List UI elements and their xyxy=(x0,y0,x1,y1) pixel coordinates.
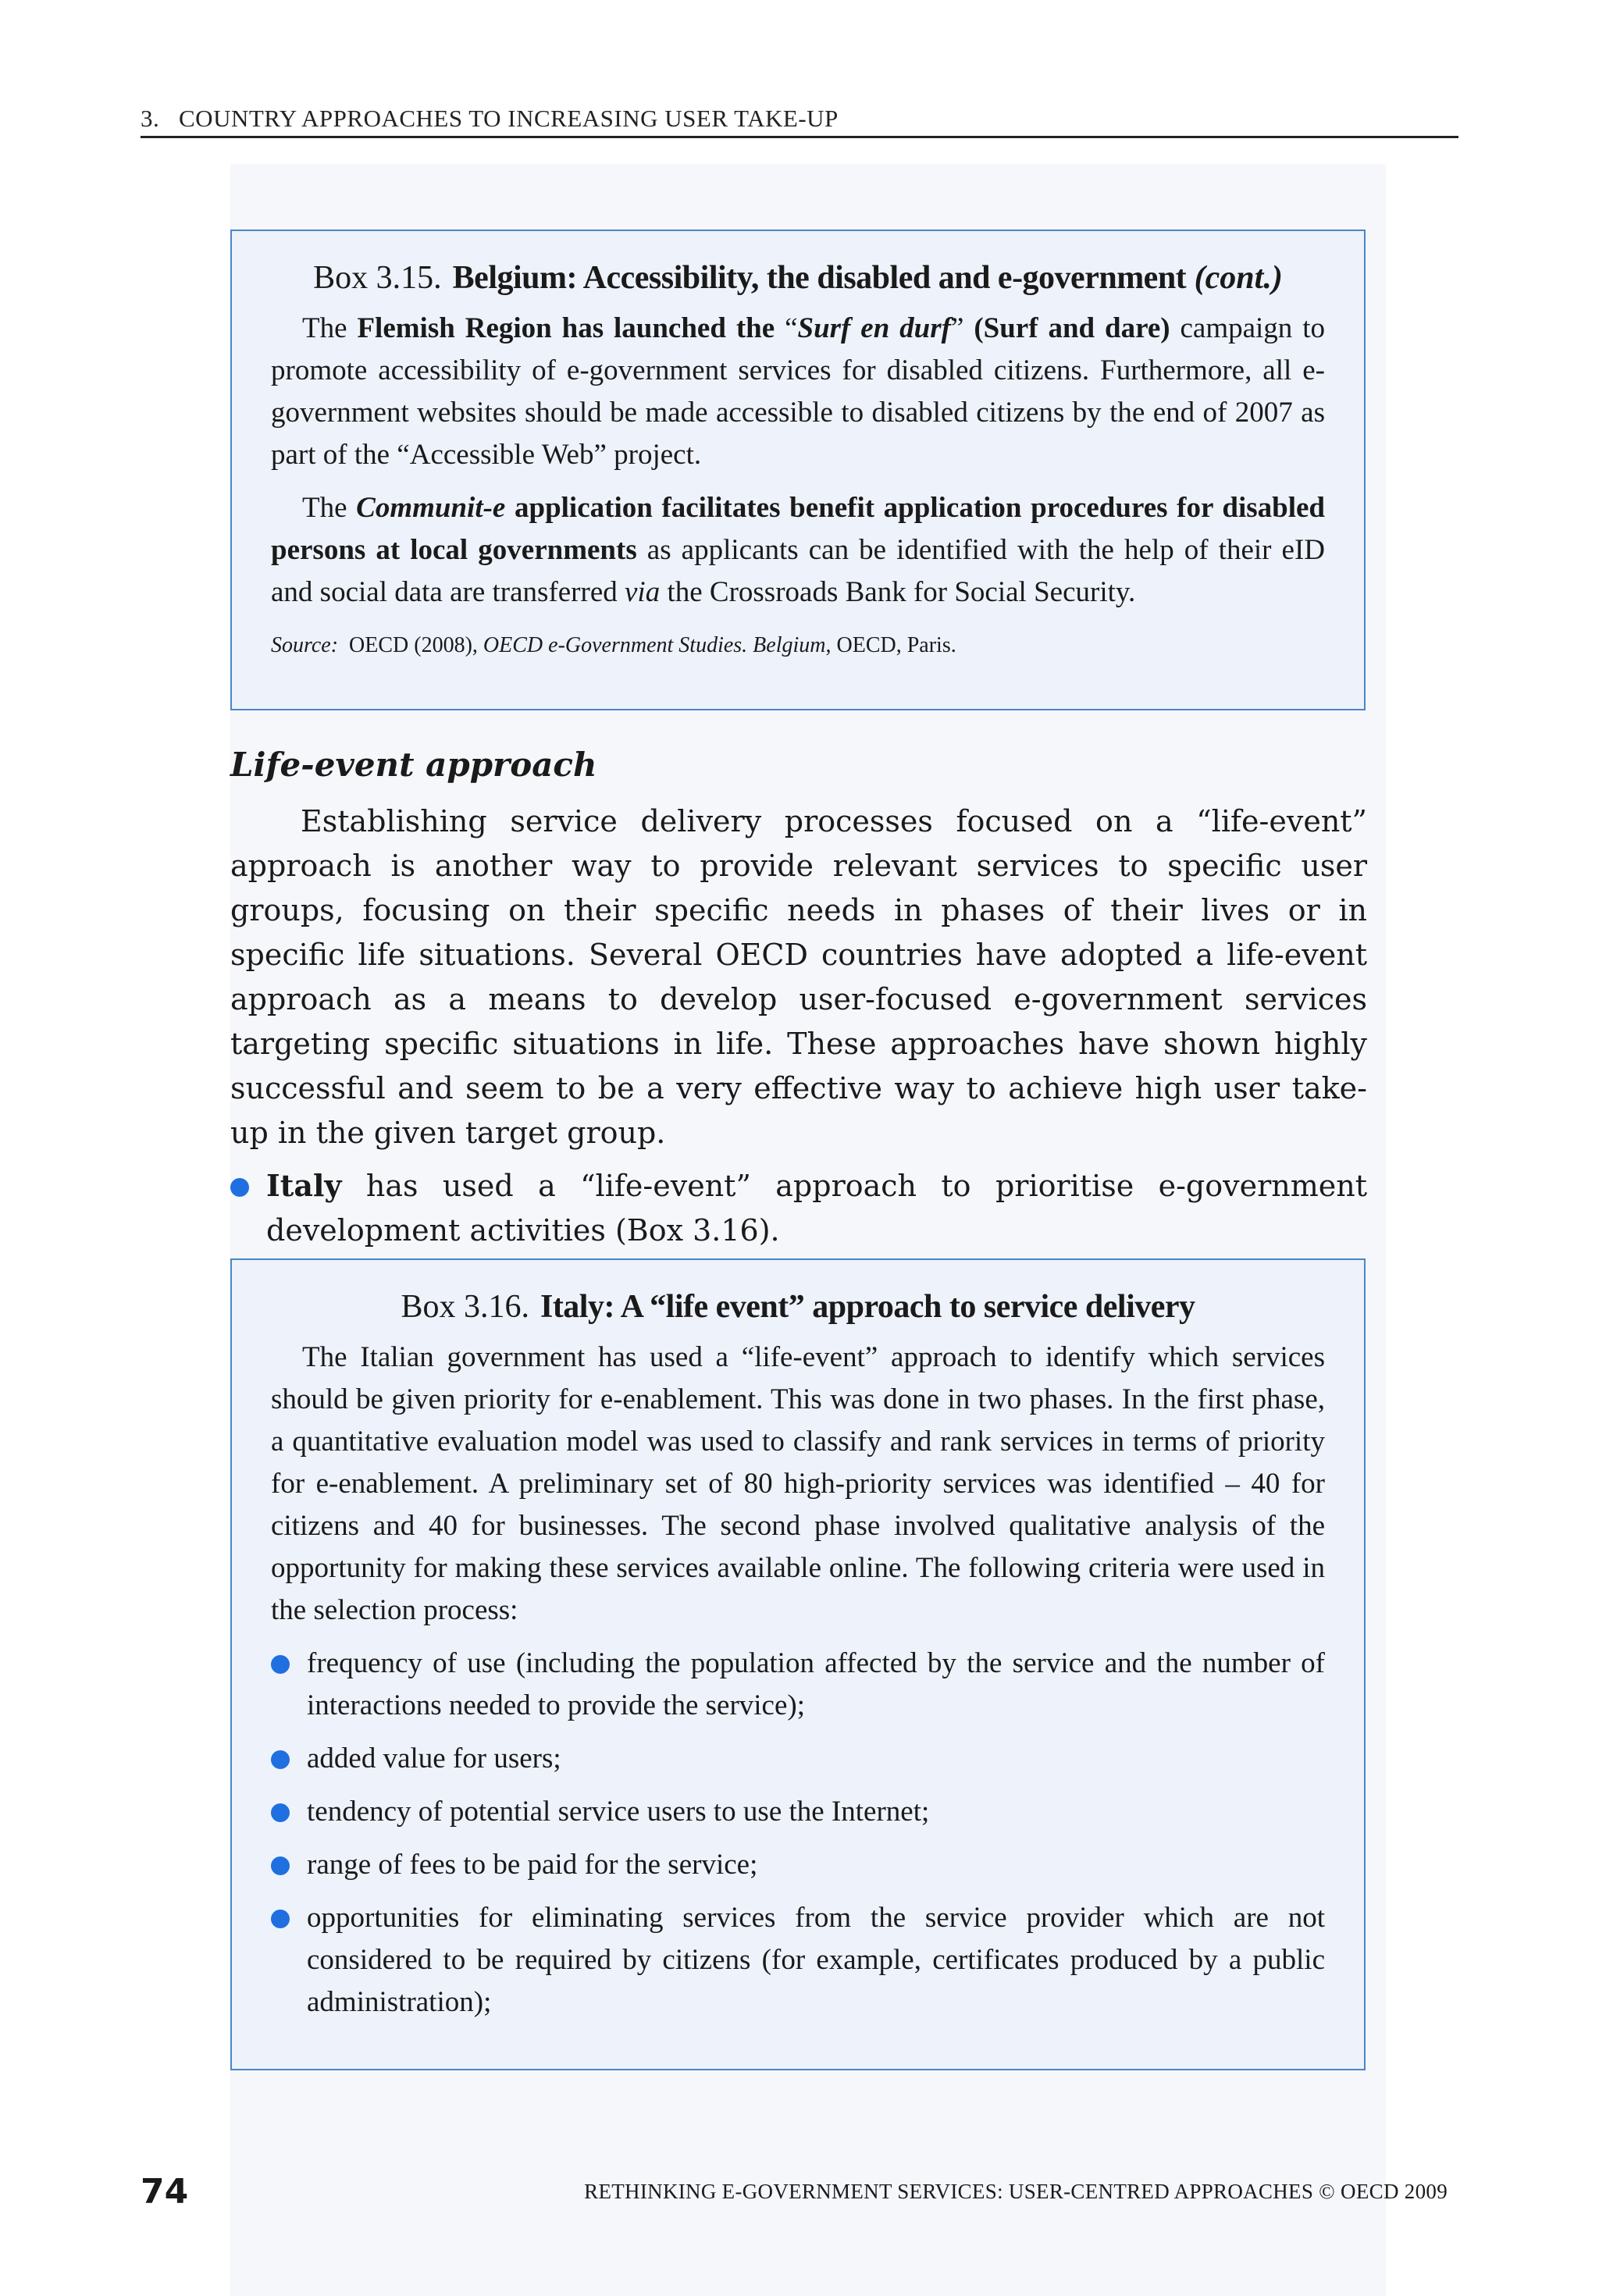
section-bullet-list xyxy=(230,1163,1367,1253)
list-item-text: range of fees to be paid for the service; xyxy=(307,1849,758,1881)
list-item-text: tendency of potential service users to use the Internet; xyxy=(307,1796,930,1828)
criteria-list xyxy=(271,1643,1325,2024)
box-3-15-title xyxy=(271,259,1325,297)
running-header-text: 3. COUNTRY APPROACHES TO INCREASING USER TAKE-UP xyxy=(141,105,839,132)
running-header xyxy=(141,105,1458,138)
box-title-text: Belgium: Accessibility, the disabled and e-government xyxy=(452,260,1187,296)
box-3-16 xyxy=(230,1258,1366,2070)
text-run-bold: Italy xyxy=(266,1168,342,1203)
box-3-15-paragraph-1 xyxy=(271,308,1325,476)
list-item-text: opportunities for eliminating services from the service provider which are not considered to be required by citizens (for example, certificates produced by a public administration); xyxy=(307,1902,1325,2018)
section-paragraph: Establishing service delivery processes focused on a “life-event” approach is another way to provide relevant services to specific user groups, focusing on their specific needs in phases of their lives or in specific life situations. Several OECD countries have adopted a life-event approach as a means to develop user-focused e-government services targeting specific situations in life. These approaches have shown highly successful and seem to be a very effective way to achieve high user take-up in the given target group. xyxy=(230,804,1367,1150)
box-3-16-paragraph: The Italian government has used a “life-event” approach to identify which services should be given priority for e-enablement. This was done in two phases. In the first phase, a quantitative evaluation model was used to classify and rank services in terms of priority for e-enablement. A preliminary set of 80 high-priority services was identified – 40 for citizens and 40 for businesses. The second phase involved qualitative analysis of the opportunity for making these services available online. The following criteria were used in the selection process: xyxy=(271,1341,1325,1626)
bullet-icon xyxy=(271,1655,290,1674)
list-item xyxy=(271,1897,1325,2024)
list-item xyxy=(271,1643,1325,1727)
text-run: has used a “life-event” approach to prioritise e-government development activities (Box 3.16). xyxy=(266,1169,1367,1248)
text-run-bold: Flemish Region has launched the xyxy=(357,312,785,344)
text-run: as applicants can be identified with the help of their eID and social data are transferred xyxy=(271,534,1325,608)
box-title-text: Italy: A “life event” approach to service delivery xyxy=(540,1289,1195,1325)
text-run: campaign to promote accessibility of e-government services for disabled citizens. Furthermore, all e-government websites should be made accessible to disabled citizens by the end of 2007 as part of the “Accessible Web” project. xyxy=(271,312,1325,471)
text-run: The xyxy=(302,312,358,344)
list-item xyxy=(230,1163,1367,1253)
source-label: Source: xyxy=(271,633,339,657)
page-number: 74 xyxy=(141,2172,189,2212)
box-3-15-source xyxy=(271,625,1325,667)
box-3-16-title xyxy=(271,1288,1325,1326)
list-item xyxy=(271,1844,1325,1886)
list-item xyxy=(271,1738,1325,1780)
box-cont-label: (cont.) xyxy=(1194,260,1283,296)
text-run: The xyxy=(302,492,357,524)
box-number: Box 3.16. xyxy=(401,1289,529,1325)
source-title: OECD e-Government Studies. Belgium xyxy=(483,633,826,657)
footer-publication: RETHINKING E-GOVERNMENT SERVICES: USER-CENTRED APPROACHES © OECD 2009 xyxy=(584,2180,1448,2203)
box-number: Box 3.15. xyxy=(313,260,442,296)
box-3-15-paragraph-2 xyxy=(271,487,1325,614)
section-body xyxy=(230,799,1367,1253)
list-item xyxy=(271,1791,1325,1833)
text-run-bold-italic: Communit-e xyxy=(356,492,506,524)
text-run-bold: (Surf and dare) xyxy=(963,312,1170,344)
bullet-icon xyxy=(271,1750,290,1769)
text-run-bold: application facilitates benefit application procedures for disabled persons at local governments xyxy=(271,492,1325,566)
bullet-icon xyxy=(271,1856,290,1875)
bullet-icon xyxy=(271,1910,290,1928)
text-run: , OECD, Paris. xyxy=(825,633,956,657)
list-item-text: frequency of use (including the population affected by the service and the number of interactions needed to provide the service); xyxy=(307,1647,1325,1721)
text-run: ” xyxy=(950,312,964,344)
bullet-icon xyxy=(271,1803,290,1822)
box-3-15 xyxy=(230,230,1366,710)
list-item-text: added value for users; xyxy=(307,1742,561,1775)
text-run-italic: via xyxy=(625,576,661,608)
text-run: OECD (2008), xyxy=(338,633,483,657)
text-run: “ xyxy=(785,312,798,344)
text-run-bold-italic: Surf en durf xyxy=(797,312,951,344)
section-heading: Life-event approach xyxy=(230,746,597,784)
text-run: the Crossroads Bank for Social Security. xyxy=(660,576,1136,608)
bullet-icon xyxy=(230,1178,249,1197)
